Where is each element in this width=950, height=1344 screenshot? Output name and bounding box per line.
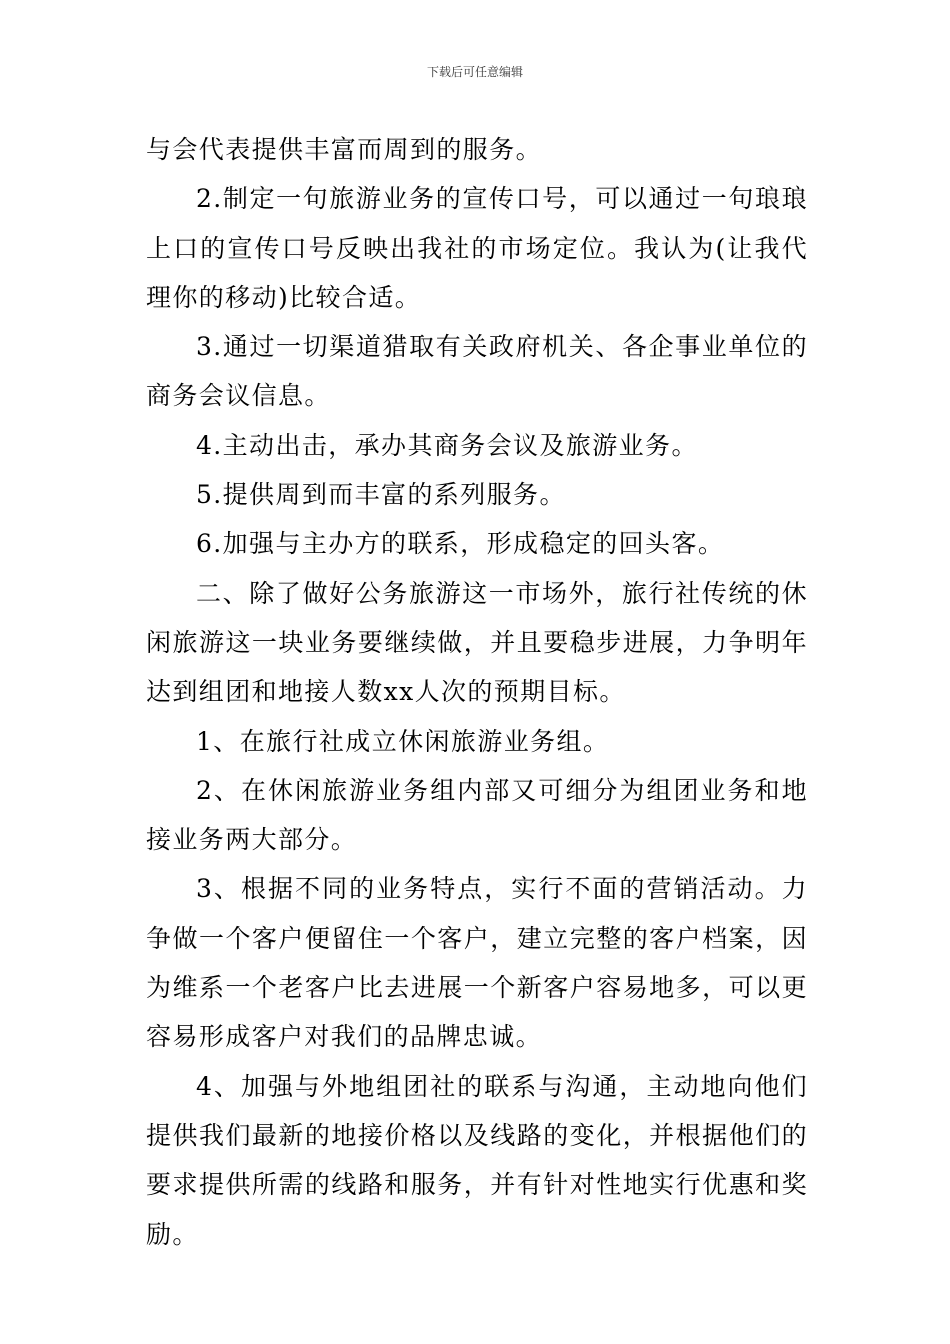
paragraph-item-6: 6.加强与主办方的联系，形成稳定的回头客。 [196, 529, 725, 559]
paragraph-continuation: 与会代表提供丰富而周到的服务。 [146, 135, 543, 164]
paragraph-item-2: 2.制定一句旅游业务的宣传口号，可以通过一句琅琅上口的宣传口号反映出我社的市场定位。我认为(让我代理你的移动)比较合适。 [146, 184, 808, 312]
paragraph-subitem-2: 2、在休闲旅游业务组内部又可细分为组团业务和地接业务两大部分。 [146, 775, 808, 855]
paragraph-subitem-1: 1、在旅行社成立休闲旅游业务组。 [196, 726, 610, 756]
paragraph-item-4: 4.主动出击，承办其商务会议及旅游业务。 [196, 430, 698, 460]
paragraph-item-5: 5.提供周到而丰富的系列服务。 [196, 480, 566, 510]
document-body [146, 125, 808, 1259]
paragraph-subitem-4: 4、加强与外地组团社的联系与沟通，主动地向他们提供我们最新的地接价格以及线路的变化，并根据他们的要求提供所需的线路和服务，并有针对性地实行优惠和奖励。 [146, 1071, 808, 1249]
page-header-note: 下载后可任意编辑 [426, 65, 523, 79]
paragraph-subitem-3: 3、根据不同的业务特点，实行不面的营销活动。力争做一个客户便留住一个客户，建立完整的客户档案，因为维系一个老客户比去进展一个新客户容易地多，可以更容易形成客户对我们的品牌忠诚。 [146, 874, 808, 1052]
paragraph-section-two: 二、除了做好公务旅游这一市场外，旅行社传统的休闲旅游这一块业务要继续做，并且要稳步进展，力争明年达到组团和地接人数xx人次的预期目标。 [146, 578, 808, 707]
paragraph-item-3: 3.通过一切渠道猎取有关政府机关、各企事业单位的商务会议信息。 [146, 332, 808, 411]
